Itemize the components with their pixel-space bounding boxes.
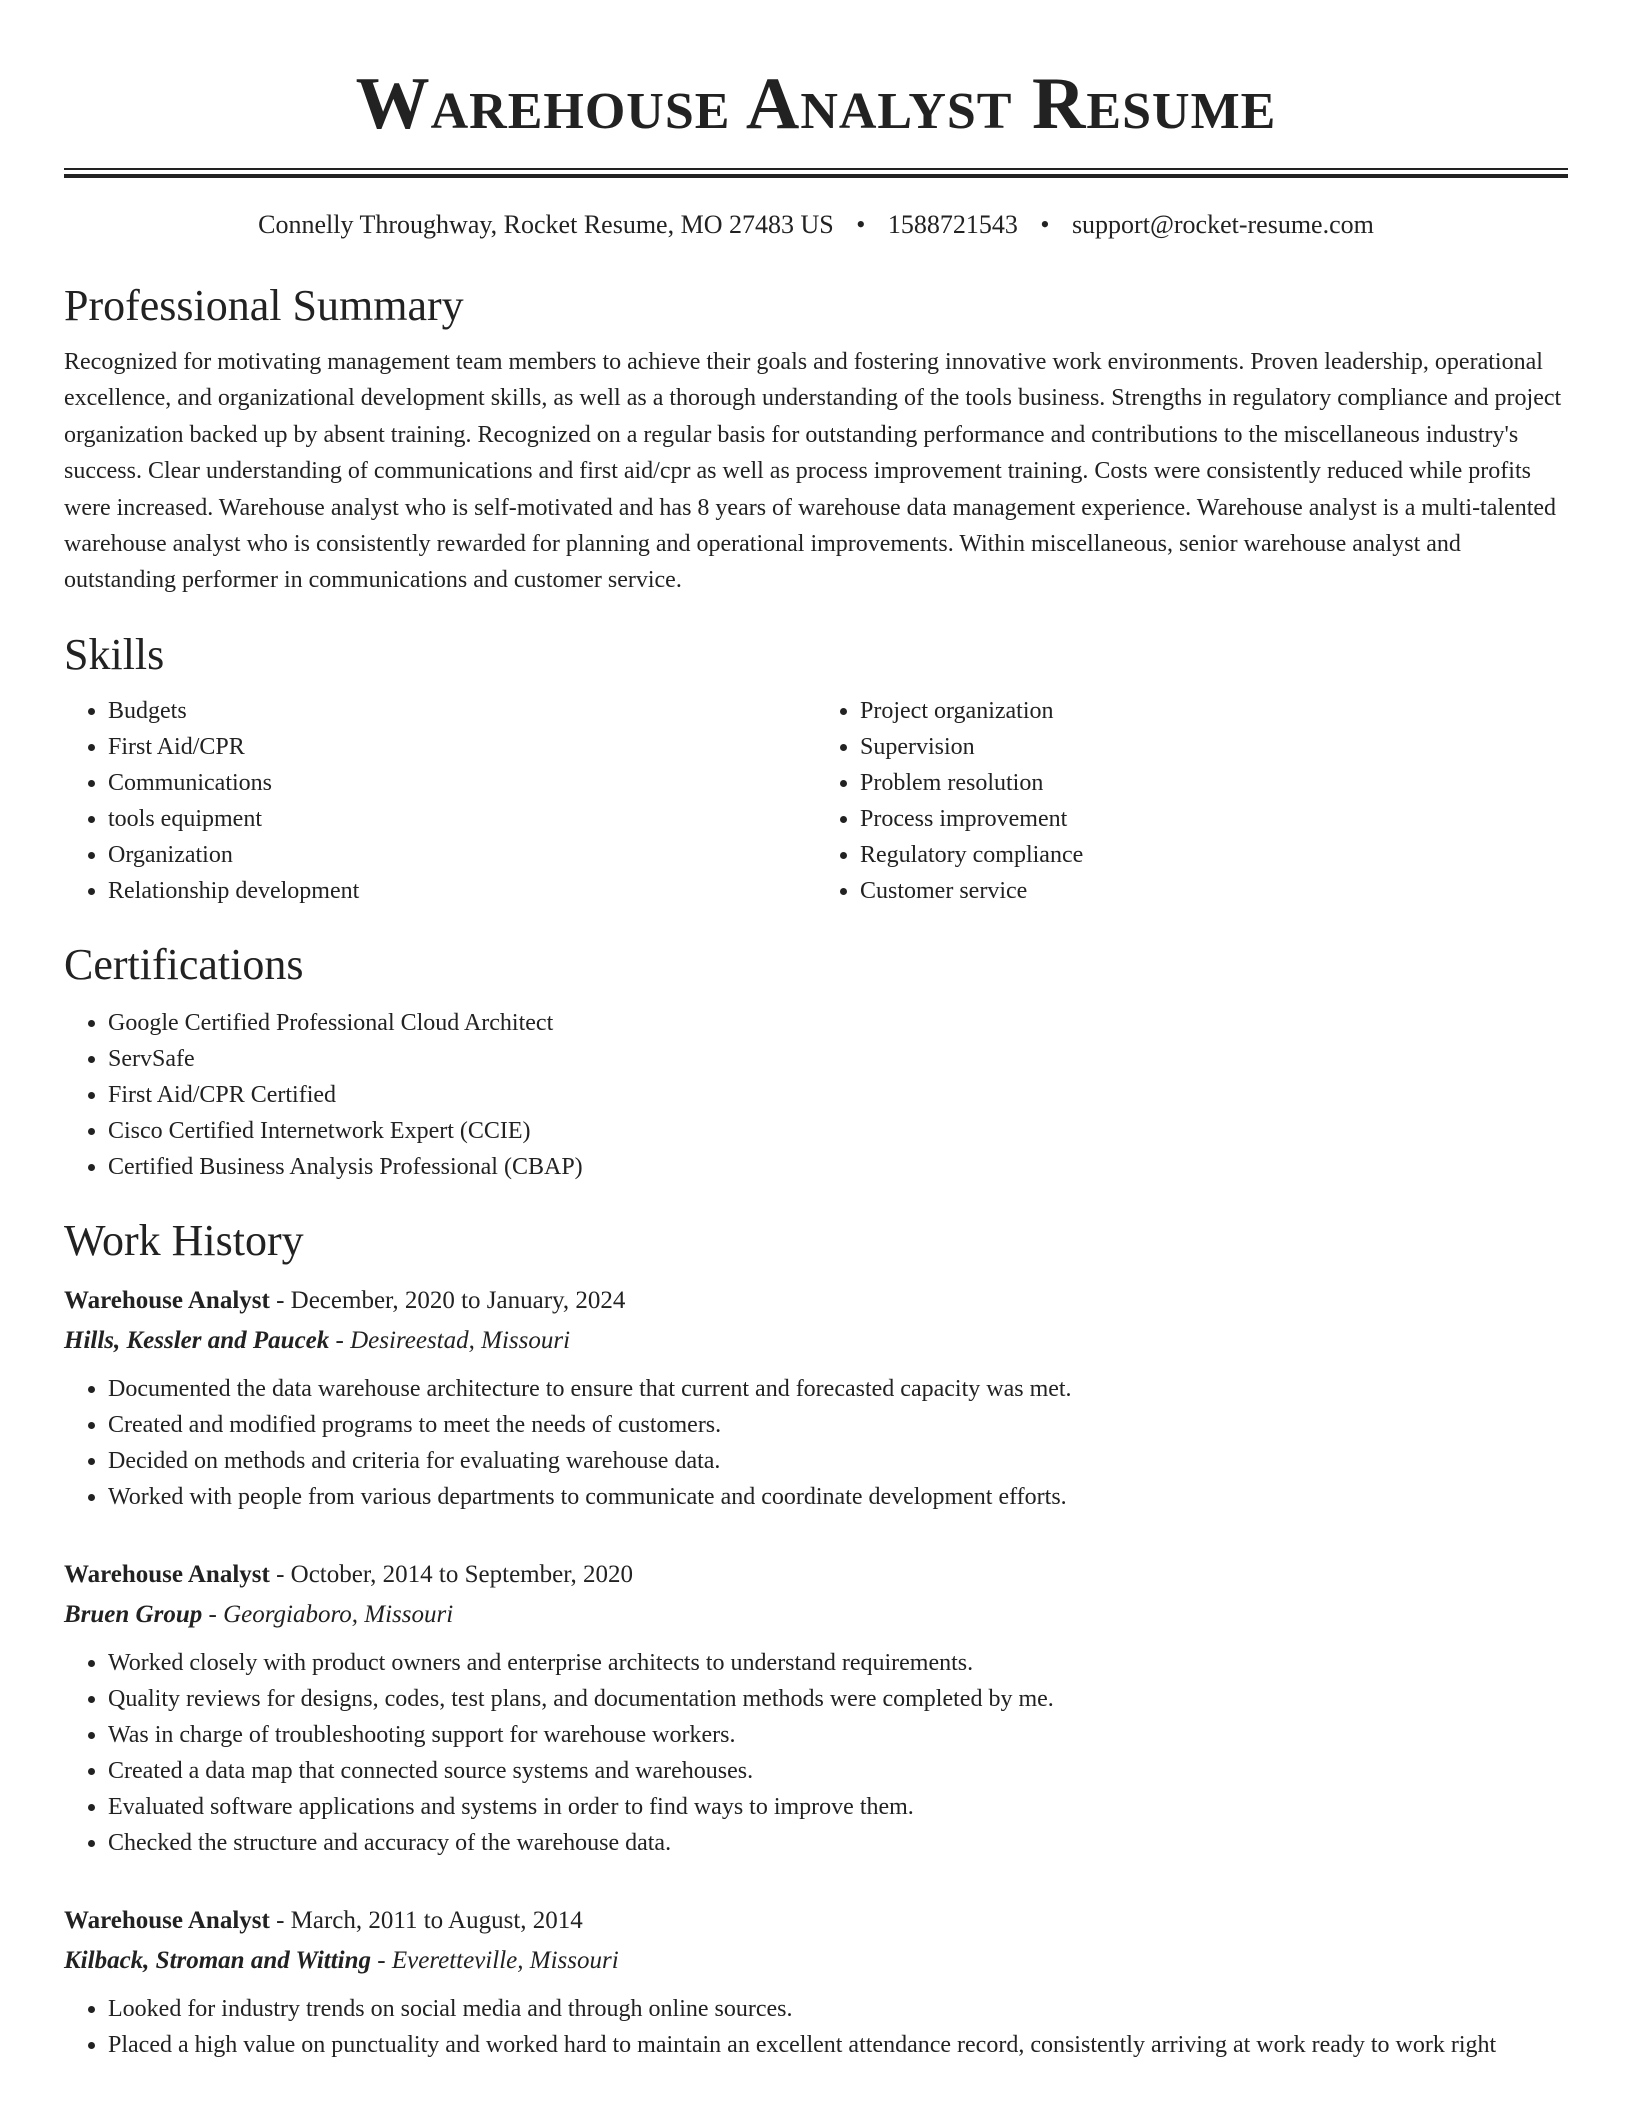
job-bullet: • Documented the data warehouse architecture to ensure that current and forecasted capacity was met. xyxy=(108,1371,1568,1407)
certification-item: • First Aid/CPR Certified xyxy=(108,1077,1568,1113)
certification-item: • Certified Business Analysis Professional (CBAP) xyxy=(108,1149,1568,1185)
job-title: Warehouse Analyst xyxy=(64,1560,270,1588)
job-location: Desireestad, Missouri xyxy=(350,1326,571,1354)
job-bullets xyxy=(64,1645,1568,1861)
contact-address: Connelly Throughway, Rocket Resume, MO 27483 US xyxy=(258,210,834,239)
certification-item: • ServSafe xyxy=(108,1041,1568,1077)
work-history-heading: Work History xyxy=(64,1215,304,1265)
certifications-section xyxy=(64,939,1568,1185)
certifications-heading: Certifications xyxy=(64,939,304,989)
skill-item: • Organization xyxy=(108,837,816,873)
skill-item: • Budgets xyxy=(108,693,816,729)
contact-phone: 1588721543 xyxy=(887,210,1018,239)
skills-heading: Skills xyxy=(64,629,165,679)
resume-title: Warehouse Analyst Resume xyxy=(355,63,1277,145)
title-divider xyxy=(64,168,1568,178)
job-title: Warehouse Analyst xyxy=(64,1286,270,1314)
job-title-line: Warehouse Analyst - March, 2011 to August, 2014 xyxy=(64,1906,583,1934)
job-company: Kilback, Stroman and Witting xyxy=(64,1946,372,1974)
summary-heading: Professional Summary xyxy=(64,281,464,330)
job-entry xyxy=(64,1281,1568,1515)
skills-columns xyxy=(64,693,1568,909)
job-title-line: Warehouse Analyst - October, 2014 to September, 2020 xyxy=(64,1560,634,1588)
skill-item: • Communications xyxy=(108,765,816,801)
job-dates: December, 2020 to January, 2024 xyxy=(290,1286,626,1314)
skills-list-left xyxy=(64,693,816,909)
skill-item: • Project organization xyxy=(860,693,1568,729)
job-bullet: • Created a data map that connected source systems and warehouses. xyxy=(108,1753,1568,1789)
skill-item: • Problem resolution xyxy=(860,765,1568,801)
job-title-line: Warehouse Analyst - December, 2020 to January, 2024 xyxy=(64,1286,626,1314)
job-bullet: • Checked the structure and accuracy of the warehouse data. xyxy=(108,1825,1568,1861)
job-bullet: • Evaluated software applications and systems in order to find ways to improve them. xyxy=(108,1789,1568,1825)
skill-item: • Process improvement xyxy=(860,801,1568,837)
skills-section xyxy=(64,629,1568,909)
contact-email: support@rocket-resume.com xyxy=(1071,210,1374,239)
job-bullets xyxy=(64,1371,1568,1515)
job-bullet: • Quality reviews for designs, codes, test plans, and documentation methods were completed by me. xyxy=(108,1681,1568,1717)
job-dates: March, 2011 to August, 2014 xyxy=(290,1906,583,1934)
job-bullet: • Decided on methods and criteria for evaluating warehouse data. xyxy=(108,1443,1568,1479)
job-entry xyxy=(64,1555,1568,1861)
certification-item: • Google Certified Professional Cloud Architect xyxy=(108,1005,1568,1041)
resume-page xyxy=(64,0,1568,2063)
skill-item: • Relationship development xyxy=(108,873,816,909)
skill-item: • tools equipment xyxy=(108,801,816,837)
certifications-list xyxy=(64,1005,1568,1185)
job-company: Hills, Kessler and Paucek xyxy=(64,1326,330,1354)
job-bullet: • Was in charge of troubleshooting support for warehouse workers. xyxy=(108,1717,1568,1753)
job-bullet: • Placed a high value on punctuality and worked hard to maintain an excellent attendance record, consistently arriving at work ready to work right xyxy=(108,2027,1568,2063)
contact-line xyxy=(64,208,1568,242)
job-bullet: • Worked with people from various departments to communicate and coordinate development efforts. xyxy=(108,1479,1568,1515)
job-company: Bruen Group xyxy=(64,1600,203,1628)
job-location: Everetteville, Missouri xyxy=(391,1946,619,1974)
job-company-line: Bruen Group - Georgiaboro, Missouri xyxy=(64,1600,454,1628)
job-bullets xyxy=(64,1991,1568,2063)
job-bullet: • Worked closely with product owners and enterprise architects to understand requirements. xyxy=(108,1645,1568,1681)
summary-text: Recognized for motivating management team members to achieve their goals and fostering innovative work environments. Proven leadership, operational excellence, and organizational development skills, as well as a thorough understanding of the tools business. Strengths in regulatory compliance and project organization backed up by absent training. Recognized on a regular basis for outstanding performance and contributions to the miscellaneous industry's success. Clear understanding of communications and first aid/cpr as well as process improvement training. Costs were consistently reduced while profits were increased. Warehouse analyst who is self-motivated and has 8 years of warehouse data management experience. Warehouse analyst is a multi-talented warehouse analyst who is consistently rewarded for planning and operational improvements. Within miscellaneous, senior warehouse analyst and outstanding performer in communications and customer service. xyxy=(64,349,1562,594)
job-company-line: Hills, Kessler and Paucek - Desireestad, Missouri xyxy=(64,1326,571,1354)
contact-separator: • xyxy=(1040,210,1050,239)
job-title: Warehouse Analyst xyxy=(64,1906,270,1934)
skill-item: • First Aid/CPR xyxy=(108,729,816,765)
job-dates: October, 2014 to September, 2020 xyxy=(290,1560,634,1588)
contact-separator: • xyxy=(856,210,866,239)
skill-item: • Supervision xyxy=(860,729,1568,765)
job-bullet: • Created and modified programs to meet the needs of customers. xyxy=(108,1407,1568,1443)
job-company-line: Kilback, Stroman and Witting - Everetteville, Missouri xyxy=(64,1946,619,1974)
skills-list-right xyxy=(816,693,1568,909)
skill-item: • Customer service xyxy=(860,873,1568,909)
summary-section xyxy=(64,280,1568,599)
certification-item: • Cisco Certified Internetwork Expert (CCIE) xyxy=(108,1113,1568,1149)
job-entry xyxy=(64,1901,1568,2063)
job-bullet: • Looked for industry trends on social media and through online sources. xyxy=(108,1991,1568,2027)
job-location: Georgiaboro, Missouri xyxy=(223,1600,454,1628)
work-history-section xyxy=(64,1215,1568,2063)
skill-item: • Regulatory compliance xyxy=(860,837,1568,873)
